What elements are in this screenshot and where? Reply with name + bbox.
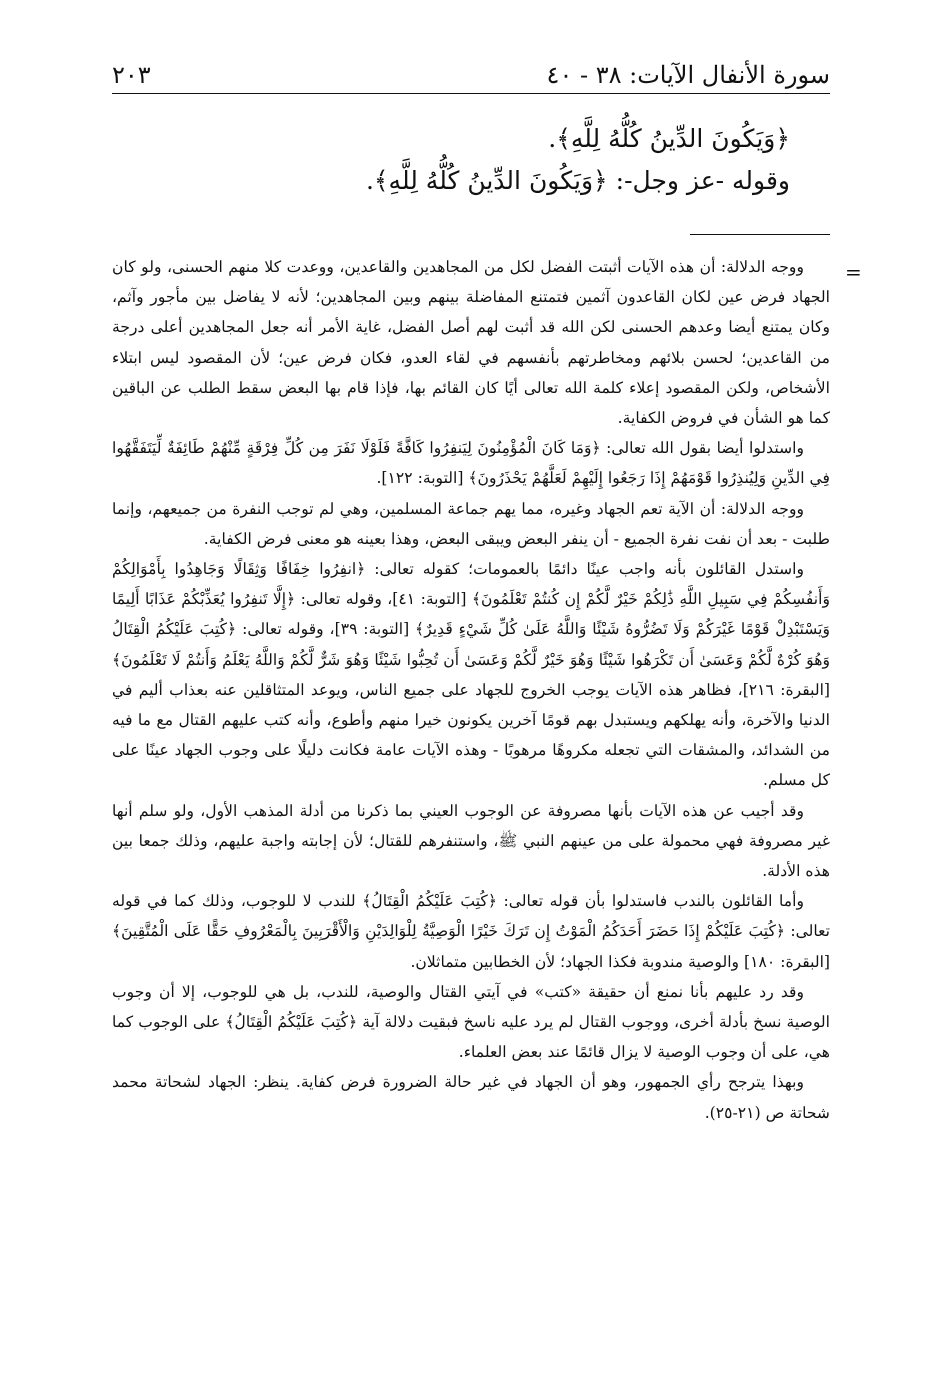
footnote-paragraph: وبهذا يترجح رأي الجمهور، وهو أن الجهاد في غير حالة الضرورة فرض كفاية. ينظر: الجهاد لشحاتة محمد شحاتة ص (٢١-٢٥). [112,1073,830,1122]
header-title: سورة الأنفال الآيات: ٣٨ - ٤٠ [546,61,830,89]
footnote-paragraph: وأما القائلون بالندب فاستدلوا بأن قوله تعالى: ﴿كُتِبَ عَلَيْكُمُ الْقِتَالُ﴾ للندب لا للوجوب، وذلك كما في قوله تعالى: ﴿كُتِبَ عَلَيْكُمْ إِذَا حَضَرَ أَحَدَكُمُ الْمَوْتُ إِن تَرَكَ خَيْرًا الْوَصِيَّةُ لِلْوَالِدَيْنِ وَالْأَقْرَبِينَ بِالْمَعْرُوفِ حَقًّا عَلَى الْمُتَّقِينَ﴾ [البقرة: ١٨٠] والوصية مندوبة فكذا الجهاد؛ لأن الخطابين متماثلان. [112,892,830,971]
page-number: ٢٠٣ [112,61,151,89]
footnote-paragraph: وقد رد عليهم بأنا نمنع أن حقيقة «كتب» في آيتي القتال والوصية، للندب، بل هي للوجوب، إلا أن وجوب الوصية نسخ بأدلة أخرى، ووجوب القتال لم يرد عليه ناسخ فبقيت دلالة آية ﴿كُتِبَ عَلَيْكُمُ الْقِتَالُ﴾ على الوجوب كما هي، على أن وجوب الوصية لا يزال قائمًا عند بعض العلماء. [112,982,830,1062]
footnote-paragraph: واستدلوا أيضا بقول الله تعالى: ﴿وَمَا كَانَ الْمُؤْمِنُونَ لِيَنفِرُوا كَافَّةً فَلَوْلَا نَفَرَ مِن كُلِّ فِرْقَةٍ مِّنْهُمْ طَائِفَةٌ لِّيَتَفَقَّهُوا فِي الدِّينِ وَلِيُنذِرُوا قَوْمَهُمْ إِذَا رَجَعُوا إِلَيْهِمْ لَعَلَّهُمْ يَحْذَرُونَ﴾ [التوبة: ١٢٢]. [112,439,830,488]
running-header [112,58,830,92]
main-text [112,118,830,202]
footnote-paragraph: وقد أجيب عن هذه الآيات بأنها مصروفة عن الوجوب العيني بما ذكرنا من أدلة المذهب الأول، ولو سلم أنها غير مصروفة فهي محمولة على من عينهم النبي ﷺ، واستنفرهم للقتال؛ لأن إجابته واجبة عليهم، وذلك جمعا بين هذه الأدلة. [112,801,830,881]
commentary-line: وقوله -عز وجل-: ﴿وَيَكُونَ الدِّينُ كُلُّهُ لِلَّهِ﴾. [365,166,790,195]
footnote-continuation-mark: = [845,260,862,284]
footnote-paragraph: ووجه الدلالة: أن هذه الآيات أثبتت الفضل لكل من المجاهدين والقاعدين، ووعدت كلا منهم الحسنى، ولو كان الجهاد فرض عين لكان القاعدون آثمين فتمتنع المفاضلة بينهم وبين المجاهدين؛ لأنه لا يفاضل بين مأجور وآثم، وكان يمتنع أيضا وعدهم الحسنى لكن الله قد أثبت لهم أصل الفضل، غاية الأمر أنه جعل المجاهدين أعلى درجة من القاعدين؛ لحسن بلائهم ومخاطرتهم بأنفسهم في لقاء العدو، فكان فرض عين؛ لأن المقصود ليس ابتلاء الأشخاص، ولكن المقصود إعلاء كلمة الله تعالى أيًا كان القائم بها، فإذا قام بها البعض سقط الطلب عن الباقين كما هو الشأن في فروض الكفاية. [112,258,830,428]
footnote-paragraph: واستدل القائلون بأنه واجب عينًا دائمًا بالعمومات؛ كقوله تعالى: ﴿انفِرُوا خِفَافًا وَثِقَالًا وَجَاهِدُوا بِأَمْوَالِكُمْ وَأَنفُسِكُمْ فِي سَبِيلِ اللَّهِ ذَٰلِكُمْ خَيْرٌ لَّكُمْ إِن كُنتُمْ تَعْلَمُونَ﴾ [التوبة: ٤١]، وقوله تعالى: ﴿إِلَّا تَنفِرُوا يُعَذِّبْكُمْ عَذَابًا أَلِيمًا وَيَسْتَبْدِلْ قَوْمًا غَيْرَكُمْ وَلَا تَضُرُّوهُ شَيْئًا وَاللَّهُ عَلَىٰ كُلِّ شَيْءٍ قَدِيرٌ﴾ [التوبة: ٣٩]، وقوله تعالى: ﴿كُتِبَ عَلَيْكُمُ الْقِتَالُ وَهُوَ كُرْهٌ لَّكُمْ وَعَسَىٰ أَن تَكْرَهُوا شَيْئًا وَهُوَ خَيْرٌ لَّكُمْ وَعَسَىٰ أَن تُحِبُّوا شَيْئًا وَهُوَ شَرٌّ لَّكُمْ وَاللَّهُ يَعْلَمُ وَأَنتُمْ لَا تَعْلَمُونَ﴾ [البقرة: ٢١٦]، فظاهر هذه الآيات يوجب الخروج للجهاد على جميع الناس، ويوعد المتثاقلين عنه بعذاب أليم في الدنيا والآخرة، وأنه يهلكهم ويستبدل بهم قومًا آخرين يكونون خيرا منهم وأطوع، وأنه كتب عليهم القتال مع ما فيه من الشدائد، والمشقات التي تجعله مكروهًا مرهوبًا - وهذه الآيات عامة فكانت دليلًا على وجوب الجهاد عينًا على كل مسلم. [112,560,830,790]
footnote-paragraph: ووجه الدلالة: أن الآية تعم الجهاد وغيره، مما يهم جماعة المسلمين، وهي لم توجب النفرة من جميعهم، وإنما طلبت - بعد أن نفت نفرة الجميع - أن ينفر البعض ويبقى البعض، وهذا بعينه هو معنى فرض الكفاية. [112,499,830,548]
header-rule [112,93,830,94]
footnote-block [112,252,830,1128]
verse-line: ﴿وَيَكُونَ الدِّينُ كُلُّهُ لِلَّهِ﴾. [548,124,790,153]
footnote-separator [690,234,830,235]
